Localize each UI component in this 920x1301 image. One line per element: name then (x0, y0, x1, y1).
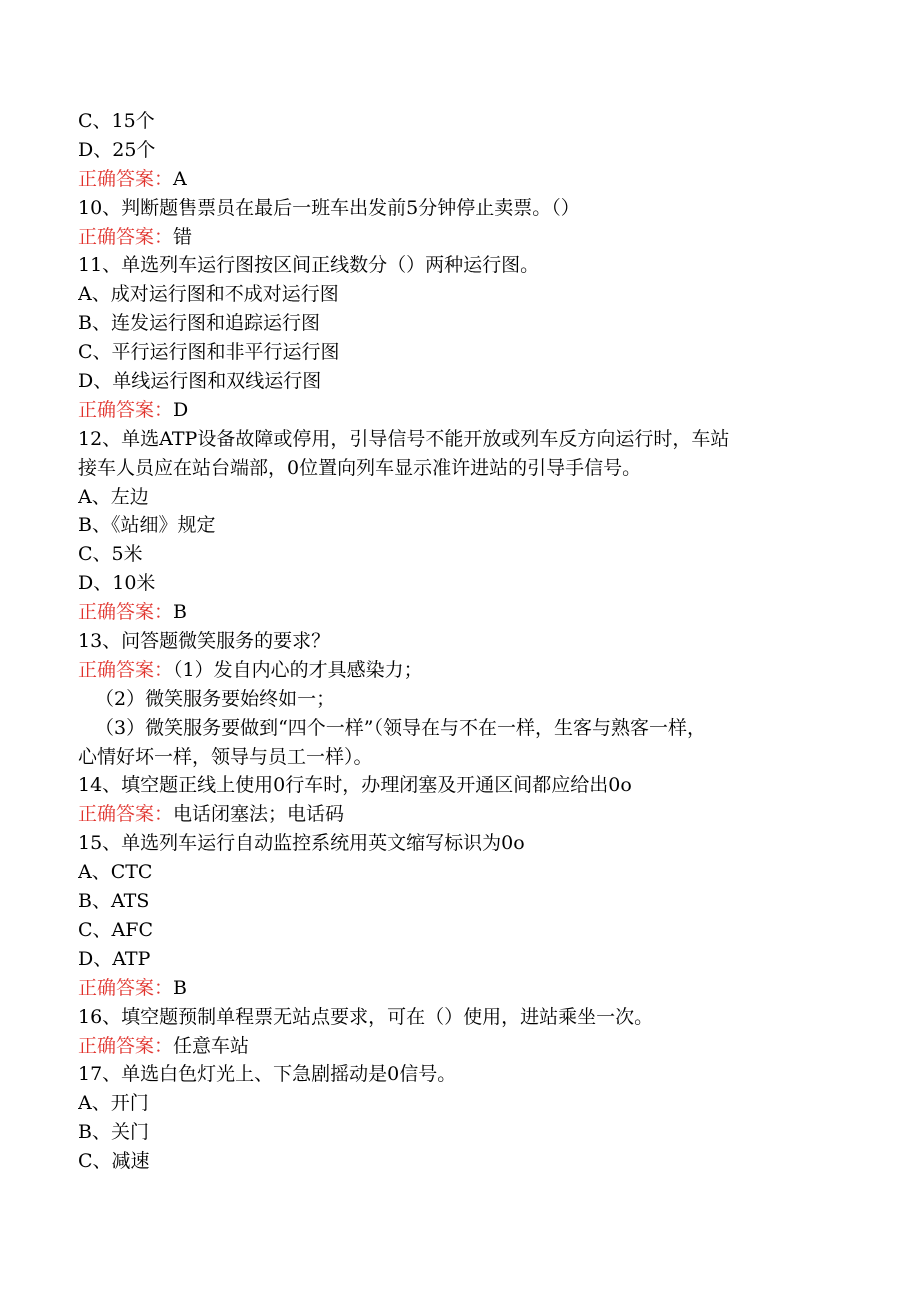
text-line: D、10米 (78, 572, 156, 595)
answer-text: （1）发自内心的才具感染力； (173, 658, 423, 681)
answer-label: 正确答案： (78, 658, 174, 681)
answer-line (78, 974, 858, 1003)
answer-label: 正确答案： (78, 225, 174, 248)
answer-line (78, 1032, 858, 1061)
text-line: 14、填空题正线上使用0行车时，办理闭塞及开通区间都应给出0o (78, 774, 632, 797)
text-line: 11、单选列车运行图按区间正线数分（）两种运行图。 (78, 254, 540, 277)
answer-line (78, 656, 858, 685)
text-line: 10、判断题售票员在最后一班车出发前5分钟停止卖票。（） (78, 196, 580, 219)
text-line: （2）微笑服务要始终如一； (95, 687, 336, 710)
answer-text: 电话闭塞法；电话码 (173, 803, 345, 826)
text-line: （3）微笑服务要做到“四个一样”（领导在与不在一样，生客与熟客一样， (95, 716, 707, 739)
text-line: C、平行运行图和非平行运行图 (78, 341, 340, 364)
text-line: 13、问答题微笑服务的要求？ (78, 630, 331, 653)
answer-text: B (173, 601, 187, 624)
text-line: 12、单选ATP设备故障或停用，引导信号不能开放或列车反方向运行时，车站 (78, 427, 730, 450)
text-line: D、ATP (78, 947, 151, 970)
answer-line (78, 165, 858, 194)
answer-text: 任意车站 (173, 1034, 250, 1057)
answer-label: 正确答案： (78, 167, 174, 190)
text-line: A、成对运行图和不成对运行图 (78, 283, 339, 306)
text-line: C、5米 (78, 543, 143, 566)
text-line: B、ATS (78, 890, 150, 913)
answer-label: 正确答案： (78, 803, 174, 826)
text-line: D、单线运行图和双线运行图 (78, 370, 322, 393)
answer-line (78, 598, 858, 627)
text-line: 15、单选列车运行自动监控系统用英文缩写标识为0o (78, 832, 525, 855)
answer-line (78, 223, 858, 252)
text-line: C、AFC (78, 918, 153, 941)
document-body (78, 107, 858, 1176)
text-line: 接车人员应在站台端部，0位置向列车显示准许进站的引导手信号。 (78, 456, 642, 479)
text-line: A、CTC (78, 861, 153, 884)
text-line: 心情好坏一样，领导与员工一样）。 (78, 745, 373, 768)
answer-label: 正确答案： (78, 976, 174, 999)
text-line: B、关门 (78, 1121, 149, 1144)
text-line: B、连发运行图和追踪运行图 (78, 312, 320, 335)
answer-line (78, 396, 858, 425)
text-line: 17、单选白色灯光上、下急剧摇动是0信号。 (78, 1063, 457, 1086)
answer-text: A (173, 167, 187, 190)
text-line: B、《站细》规定 (78, 514, 216, 537)
answer-label: 正确答案： (78, 1034, 174, 1057)
answer-label: 正确答案： (78, 398, 174, 421)
answer-line (78, 800, 858, 829)
answer-label: 正确答案： (78, 601, 174, 624)
answer-text: D (173, 398, 189, 421)
text-line: D、25个 (78, 138, 156, 161)
text-line: 16、填空题预制单程票无站点要求，可在（）使用，进站乘坐一次。 (78, 1005, 654, 1028)
text-line: A、开门 (78, 1092, 149, 1115)
text-line: C、减速 (78, 1150, 150, 1173)
text-line: C、15个 (78, 110, 155, 132)
answer-text: 错 (173, 225, 193, 248)
text-line: A、左边 (78, 485, 149, 508)
answer-text: B (173, 976, 187, 999)
